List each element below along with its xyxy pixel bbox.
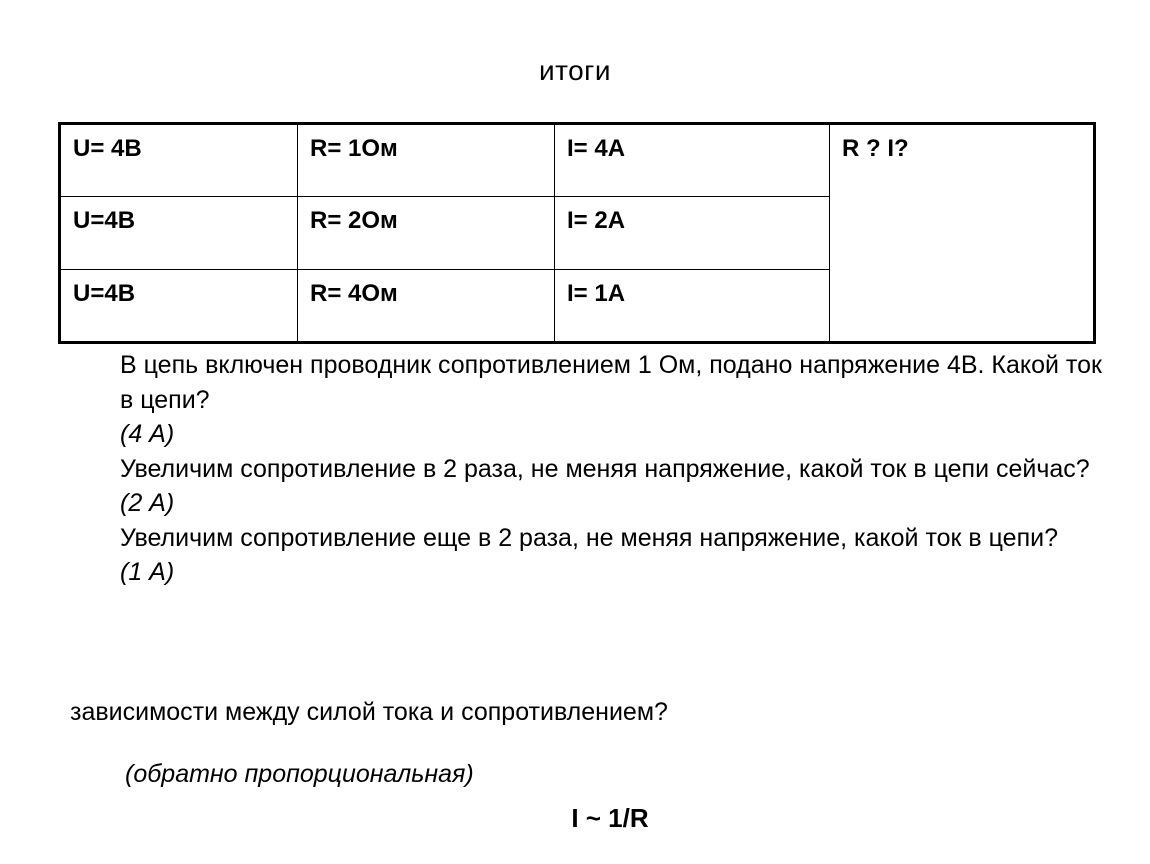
question-1: В цепь включен проводник сопротивлением 1 Ом, подано напряжение 4В. Какой ток в цепи? bbox=[120, 351, 1102, 414]
page-title: итоги bbox=[538, 55, 612, 86]
question-i: I bbox=[887, 135, 895, 162]
question-cell bbox=[830, 124, 1095, 343]
current-cell: I= 4А bbox=[555, 124, 830, 197]
voltage-cell: U= 4В bbox=[60, 124, 298, 197]
results-table bbox=[58, 122, 1096, 344]
resistance-cell: R= 2Ом bbox=[298, 197, 555, 270]
current-cell: I= 2А bbox=[555, 197, 830, 270]
voltage-cell: U=4В bbox=[60, 270, 298, 343]
formula: I ~ 1/R bbox=[571, 803, 649, 833]
answer-2: (2 А) bbox=[120, 489, 175, 517]
resistance-cell: R= 4Ом bbox=[298, 270, 555, 343]
voltage-cell: U=4В bbox=[60, 197, 298, 270]
answer-4: (обратно пропорциональная) bbox=[125, 760, 474, 788]
current-cell: I= 1А bbox=[555, 270, 830, 343]
answer-1: (4 А) bbox=[120, 420, 175, 448]
resistance-cell: R= 1Ом bbox=[298, 124, 555, 197]
question-2: Увеличим сопротивление в 2 раза, не меняя напряжение, какой ток в цепи сейчас? bbox=[120, 454, 1090, 483]
problem-text bbox=[120, 348, 1120, 590]
question-mark-1: ? bbox=[859, 135, 888, 162]
question-mark-2: ? bbox=[894, 135, 909, 162]
question-4: зависимости между силой тока и сопротивлением? bbox=[70, 698, 668, 726]
table-row bbox=[60, 124, 1095, 197]
answer-3: (1 А) bbox=[120, 558, 175, 586]
question-3: Увеличим сопротивление еще в 2 раза, не меняя напряжение, какой ток в цепи? bbox=[120, 523, 1058, 552]
question-r: R bbox=[842, 135, 860, 162]
